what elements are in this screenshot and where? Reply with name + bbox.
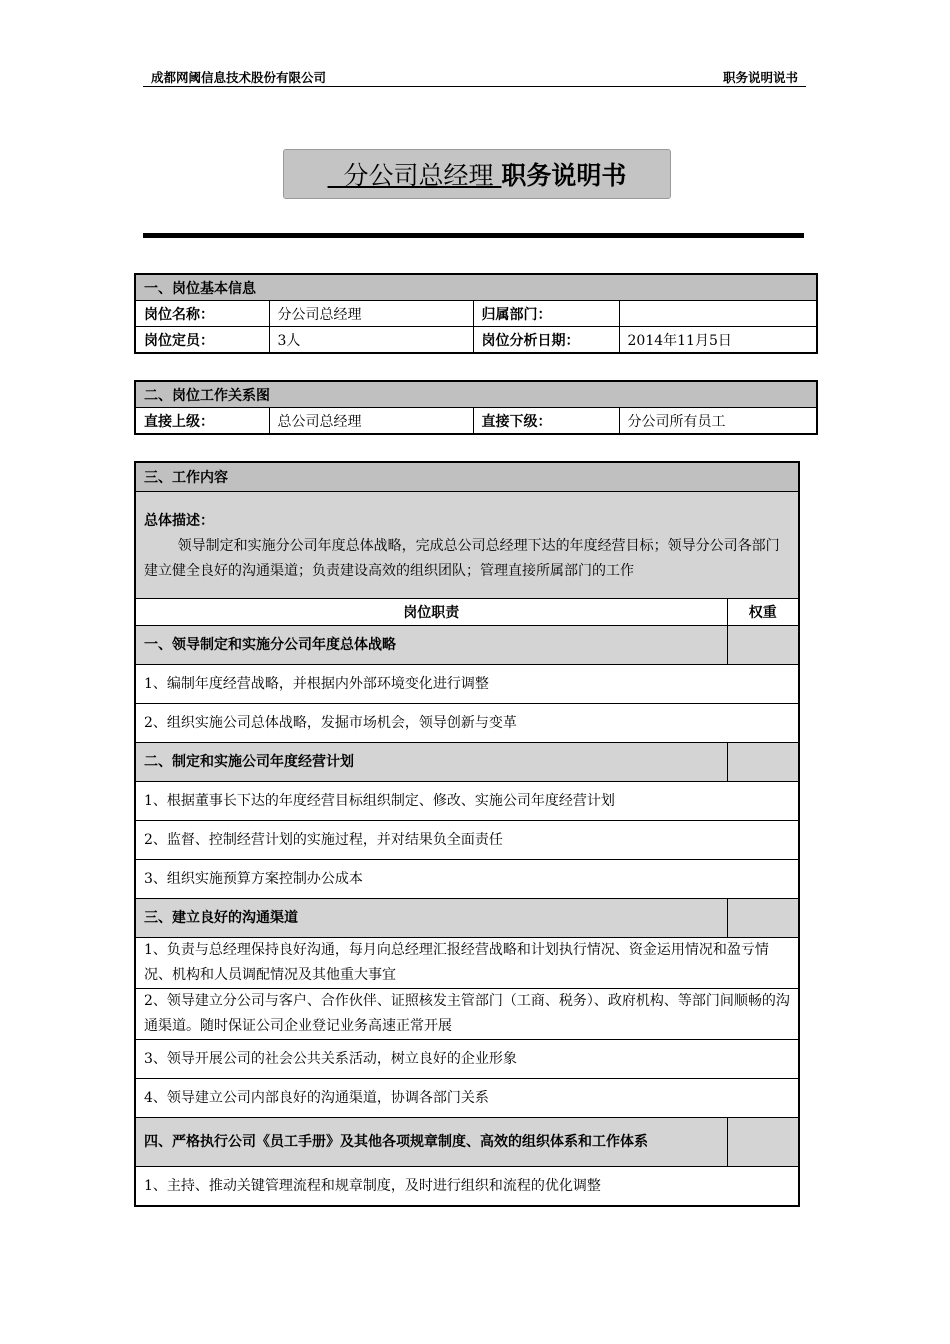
department-label: 归属部门： [473,301,619,327]
company-name: 成都网阈信息技术股份有限公司 [151,70,327,85]
duty-group-title: 四、严格执行公司《员工手册》及其他各项规章制度、高效的组织体系和工作体系 [135,1118,727,1167]
duty-group-row [135,1118,799,1167]
duty-item-row [135,704,799,743]
duty-group-weight [727,899,799,938]
overview-label: 总体描述： [144,512,214,529]
duty-item: 2、组织实施公司总体战略，发掘市场机会，领导创新与变革 [135,704,799,743]
work-content-heading: 三、工作内容 [135,462,799,492]
duty-item: 1、编制年度经营战略，并根据内外部环境变化进行调整 [135,665,799,704]
duty-item: 1、主持、推动关键管理流程和规章制度，及时进行组织和流程的优化调整 [135,1167,799,1207]
document-type: 职务说明说书 [722,70,798,85]
duty-item-row [135,1079,799,1118]
title-divider [143,233,804,238]
duty-group-title: 三、建立良好的沟通渠道 [135,899,727,938]
duty-group-title: 二、制定和实施公司年度经营计划 [135,743,727,782]
basic-info-table [134,273,818,354]
relations-table [134,380,818,435]
duty-group-row [135,899,799,938]
duty-item: 1、根据董事长下达的年度经营目标组织制定、修改、实施公司年度经营计划 [135,782,799,821]
duty-item: 1、负责与总经理保持良好沟通，每月向总经理汇报经营战略和计划执行情况、资金运用情况和盈亏情况、机构和人员调配情况及其他重大事宜 [135,938,799,989]
duty-group-title: 一、领导制定和实施分公司年度总体战略 [135,626,727,665]
page-header [143,66,806,87]
duty-group-weight [727,1118,799,1167]
work-content-table [134,461,800,1207]
supervisor-value: 总公司总经理 [269,408,473,435]
position-name-label: 岗位名称： [135,301,269,327]
duty-item-row [135,821,799,860]
duty-column-header: 岗位职责 [135,599,727,626]
duty-item-row [135,860,799,899]
title-suffix: 职务说明书 [501,161,627,190]
headcount-value: 3人 [269,327,473,354]
analysis-date-label: 岗位分析日期： [473,327,619,354]
duty-item: 2、领导建立分公司与客户、合作伙伴、证照核发主管部门（工商、税务）、政府机构、等部门间顺畅的沟通渠道。随时保证公司企业登记业务高速正常开展 [135,989,799,1040]
duty-item-row [135,782,799,821]
duty-list [135,626,799,1207]
duty-group-weight [727,626,799,665]
page-title [283,149,671,199]
relations-heading: 二、岗位工作关系图 [135,381,817,408]
basic-info-heading: 一、岗位基本信息 [135,274,817,301]
position-name-value: 分公司总经理 [269,301,473,327]
subordinate-value: 分公司所有员工 [619,408,817,435]
duty-item: 2、监督、控制经营计划的实施过程，并对结果负全面责任 [135,821,799,860]
duty-item-row [135,989,799,1040]
overview-text: 领导制定和实施分公司年度总体战略，完成总公司总经理下达的年度经营目标；领导分公司各部门建立健全良好的沟通渠道；负责建设高效的组织团队；管理直接所属部门的工作 [144,537,780,579]
duty-group-row [135,743,799,782]
duty-item: 4、领导建立公司内部良好的沟通渠道，协调各部门关系 [135,1079,799,1118]
duty-item-row [135,1167,799,1207]
supervisor-label: 直接上级： [135,408,269,435]
duty-group-row [135,626,799,665]
department-value [619,301,817,327]
duty-item: 3、组织实施预算方案控制办公成本 [135,860,799,899]
duty-item: 3、领导开展公司的社会公共关系活动，树立良好的企业形象 [135,1040,799,1079]
headcount-label: 岗位定员： [135,327,269,354]
duty-item-row [135,665,799,704]
title-position: 分公司总经理 [343,161,494,190]
analysis-date-value: 2014年11月5日 [619,327,817,354]
subordinate-label: 直接下级： [473,408,619,435]
duty-item-row [135,1040,799,1079]
overview-cell [135,492,799,599]
duty-item-row [135,938,799,989]
duty-group-weight [727,743,799,782]
weight-column-header: 权重 [727,599,799,626]
